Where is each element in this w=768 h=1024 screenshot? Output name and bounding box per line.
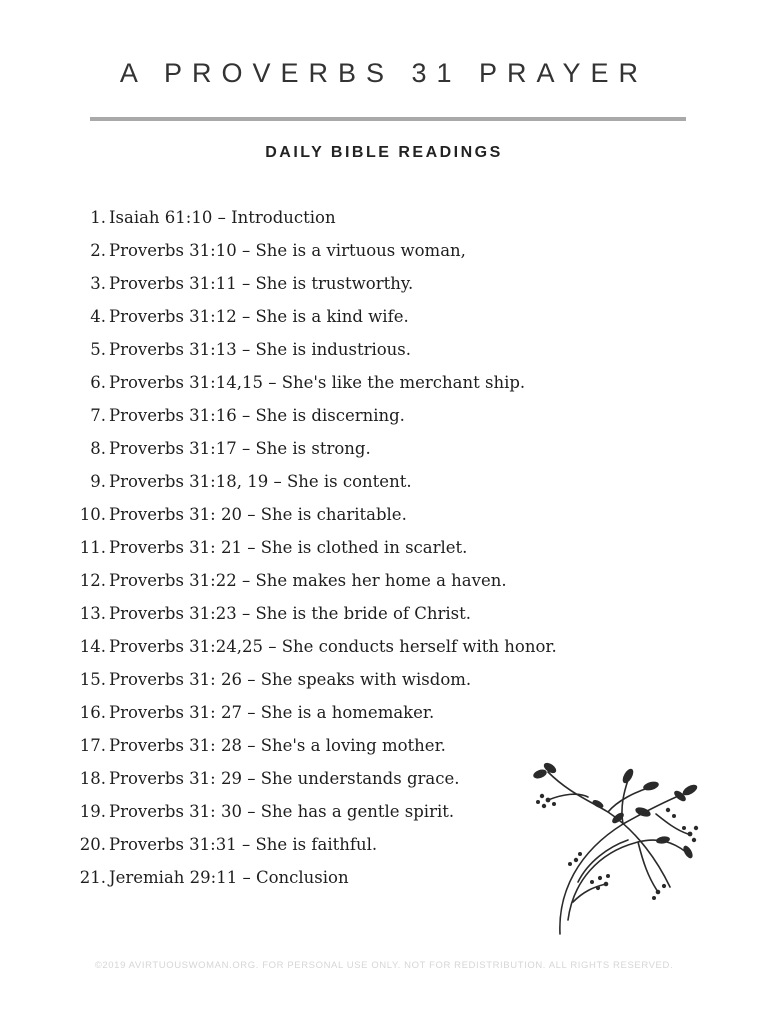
reading-number: 15. (79, 670, 106, 689)
reading-text: Proverbs 31:16 – She is discerning. (109, 406, 405, 425)
reading-number: 21. (79, 868, 106, 887)
reading-item (60, 861, 557, 894)
reading-number: 19. (79, 802, 106, 821)
reading-text: Proverbs 31: 30 – She has a gentle spirit. (109, 802, 455, 821)
reading-number: 6. (90, 373, 106, 392)
reading-number: 20. (79, 835, 106, 854)
reading-number: 2. (90, 241, 106, 260)
reading-item (60, 564, 557, 597)
reading-item (60, 663, 557, 696)
reading-text: Proverbs 31: 20 – She is charitable. (109, 505, 407, 524)
reading-number: 4. (90, 307, 106, 326)
reading-item (60, 795, 557, 828)
reading-number: 5. (90, 340, 106, 359)
reading-item (60, 333, 557, 366)
reading-item (60, 366, 557, 399)
reading-number: 17. (79, 736, 106, 755)
reading-number: 9. (90, 472, 106, 491)
reading-text: Proverbs 31:12 – She is a kind wife. (109, 307, 409, 326)
reading-number: 14. (79, 637, 106, 656)
reading-item (60, 399, 557, 432)
readings-list (60, 201, 557, 894)
reading-item (60, 465, 557, 498)
section-heading: DAILY BIBLE READINGS (265, 144, 503, 161)
reading-item (60, 762, 557, 795)
reading-number: 11. (79, 538, 106, 557)
floral-branch-icon (528, 752, 708, 942)
reading-text: Proverbs 31: 28 – She's a loving mother. (109, 736, 446, 755)
reading-text: Proverbs 31: 27 – She is a homemaker. (109, 703, 435, 722)
reading-item (60, 630, 557, 663)
reading-number: 12. (79, 571, 106, 590)
reading-text: Proverbs 31:10 – She is a virtuous woman, (109, 241, 466, 260)
reading-item (60, 729, 557, 762)
reading-text: Jeremiah 29:11 – Conclusion (109, 868, 349, 887)
reading-item (60, 267, 557, 300)
reading-item (60, 300, 557, 333)
reading-item (60, 531, 557, 564)
reading-text: Proverbs 31:13 – She is industrious. (109, 340, 412, 359)
copyright-footer: ©2019 AVIRTUOUSWOMAN.ORG. FOR PERSONAL USE ONLY. NOT FOR REDISTRIBUTION. ALL RIGHTS RESERVED. (94, 960, 674, 971)
reading-text: Proverbs 31:11 – She is trustworthy. (109, 274, 414, 293)
reading-number: 3. (90, 274, 106, 293)
reading-item (60, 234, 557, 267)
reading-text: Proverbs 31:24,25 – She conducts herself with honor. (109, 637, 557, 656)
reading-item (60, 597, 557, 630)
reading-item (60, 432, 557, 465)
reading-text: Isaiah 61:10 – Introduction (109, 208, 336, 227)
reading-number: 1. (90, 208, 106, 227)
reading-number: 13. (79, 604, 106, 623)
reading-item (60, 828, 557, 861)
reading-item (60, 696, 557, 729)
reading-text: Proverbs 31: 26 – She speaks with wisdom. (109, 670, 472, 689)
reading-item (60, 201, 557, 234)
page-title: A PROVERBS 31 PRAYER (119, 58, 649, 88)
reading-text: Proverbs 31:23 – She is the bride of Christ. (109, 604, 472, 623)
title-divider (90, 117, 686, 121)
reading-number: 18. (79, 769, 106, 788)
reading-text: Proverbs 31: 21 – She is clothed in scarlet. (109, 538, 468, 557)
reading-text: Proverbs 31:14,15 – She's like the merchant ship. (109, 373, 526, 392)
reading-number: 10. (79, 505, 106, 524)
reading-text: Proverbs 31:31 – She is faithful. (109, 835, 378, 854)
reading-text: Proverbs 31: 29 – She understands grace. (109, 769, 460, 788)
reading-number: 8. (90, 439, 106, 458)
reading-item (60, 498, 557, 531)
reading-number: 7. (90, 406, 106, 425)
reading-text: Proverbs 31:17 – She is strong. (109, 439, 371, 458)
reading-text: Proverbs 31:18, 19 – She is content. (109, 472, 412, 491)
reading-text: Proverbs 31:22 – She makes her home a haven. (109, 571, 507, 590)
reading-number: 16. (79, 703, 106, 722)
